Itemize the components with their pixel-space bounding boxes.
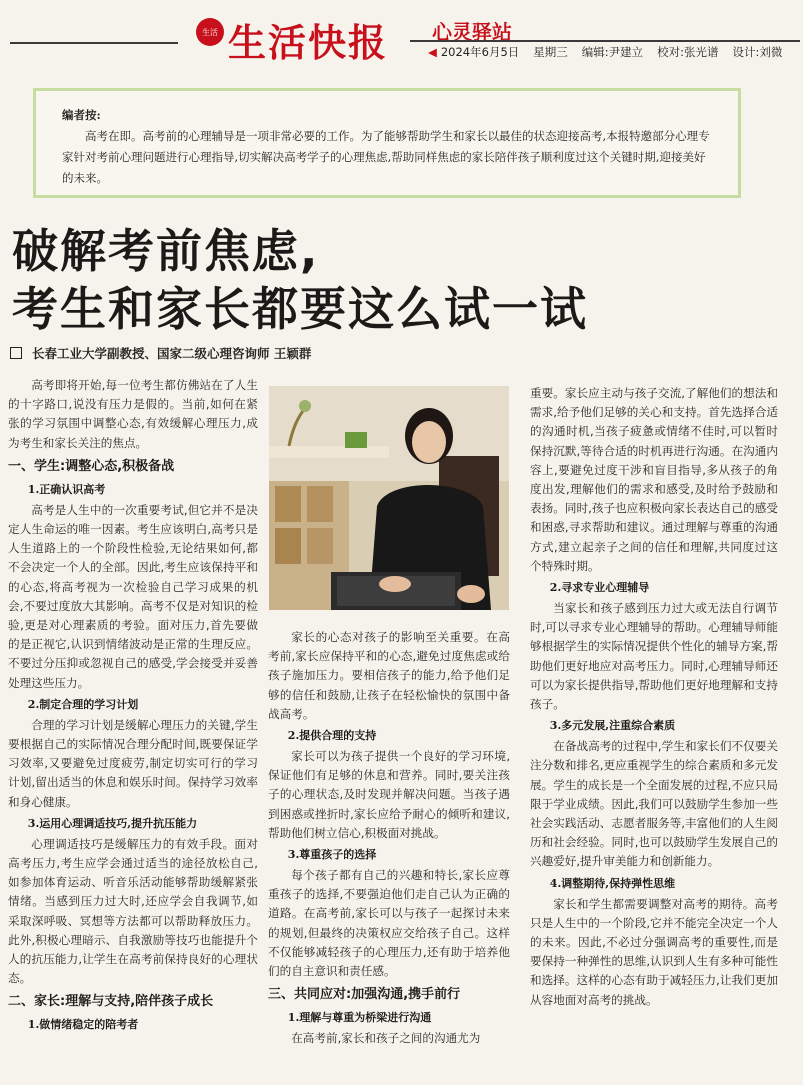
- masthead-rule-right: [410, 40, 800, 42]
- subsection-3-4-heading: 4.调整期待,保持弹性思维: [549, 876, 676, 890]
- subsection-1-1-text: 高考是人生中的一次重要考试,但它并不是决定人生命运的唯一因素。考生应该明白,高考只是人生道路上的一个阶段性检验,无论结果如何,都不会决定一个人的全部。因此,考生应该保持平和的心态,将高考视为一次检验自己学习成果的机会,不要过度放大其影响。高考不仅是对知识的检验,更是对心理素质的考验。面对压力,首先要做的是正视它,认识到情绪波动是正常的生理反应。不要过分压抑或忽视自己的感受,学会接受并妥善处理这些压力。: [8, 502, 258, 690]
- subsection-3-1-text: 在高考前,家长和孩子之间的沟通尤为: [291, 1031, 481, 1046]
- headline-line-1: 破解考前焦虑,: [12, 224, 320, 278]
- issue-date: 2024年6月5日: [440, 45, 520, 59]
- subsection-3-2-heading: 2.寻求专业心理辅导: [549, 581, 650, 595]
- section-3-heading: 三、共同应对:加强沟通,携手前行: [268, 987, 461, 1003]
- subsection-3-3-text: 在备战高考的过程中,学生和家长们不仅要关注分数和排名,更应重视学生的综合素质和多元发展。学生的成长是一个全面发展的过程,不应只局限于学业成绩。因此,我们可以鼓励学生参加一些社会实践活动、志愿者服务等,丰富他们的人生阅历和社会经验。同时,也可以鼓励学生发展自己的兴趣爱好,提升审美能力和创新能力。: [530, 739, 778, 869]
- subsection-1-3-heading: 3.运用心理调适技巧,提升抗压能力: [27, 816, 198, 830]
- paper-name: 生活快报: [228, 20, 389, 65]
- author-photo-image: [269, 386, 509, 610]
- subsection-1-1-heading: 1.正确认识高考: [27, 482, 106, 496]
- subsection-2-1-text: 家长的心态对孩子的影响至关重要。在高考前,家长应保持平和的心态,避免过度焦虑或给孩子施加压力。要相信孩子的能力,给予他们足够的信任和鼓励,让孩子在轻松愉快的氛围中备战高考。: [268, 630, 510, 721]
- byline: [10, 344, 311, 362]
- subsection-2-3-text: 每个孩子都有自己的兴趣和特长,家长应尊重孩子的选择,不要强迫他们走自己认为正确的道路。在高考前,家长可以与孩子一起探讨未来的规划,但最终的决策权应交给孩子自己。这样不仅能够减轻孩子的心理压力,还有助于培养他们的自主意识和责任感。: [268, 868, 510, 979]
- article-column-1: [8, 376, 258, 1036]
- subsection-3-1-continued: 重要。家长应主动与孩子交流,了解他们的想法和需求,给予他们足够的关心和支持。首先选择合适的沟通时机,当孩子疲惫或情绪不佳时,可以暂时保持沉默,等待合适的时机再进行沟通。在沟通内容上,要避免过度干涉和盲目指导,多从孩子的角度出发,理解他们的需求和感受,及时给予鼓励和表扬。同时,孩子也应积极向家长表达自己的感受和困惑,寻求帮助和建议。通过理解与尊重的沟通方式,建立起亲子之间的信任和理解,共同度过这个特殊时期。: [530, 386, 778, 573]
- issue-meta: [428, 44, 782, 60]
- subsection-1-2-text: 合理的学习计划是缓解心理压力的关键,学生要根据自己的实际情况合理分配时间,既要保证学习效率,又要避免过度疲劳,制定切实可行的学习计划,留出适当的休息和娱乐时间。保持学习效率和身心健康。: [8, 717, 258, 809]
- headline: [12, 222, 588, 338]
- section-1-heading: 一、学生:调整心态,积极备战: [8, 458, 175, 474]
- square-bullet-icon: [10, 347, 22, 359]
- subsection-3-4-text: 家长和学生都需要调整对高考的期待。高考只是人生中的一个阶段,它并不能完全决定一个人的未来。因此,不必过分强调高考的重要性,而是要保持一种弹性的思维,认识到人生有多种可能性和选择。这样的心态有助于减轻压力,让我们更加从容地面对高考的挑战。: [530, 896, 778, 1007]
- issue-weekday: 星期三: [533, 45, 568, 59]
- proofreader-credit: 校对:张光谱: [657, 45, 719, 59]
- section-2-heading: 二、家长:理解与支持,陪伴孩子成长: [8, 994, 214, 1010]
- byline-text: 长春工业大学副教授、国家二级心理咨询师 王颖群: [32, 346, 312, 361]
- paper-logo-icon: 生活: [196, 18, 224, 46]
- article-column-2: [268, 628, 510, 1048]
- article-column-3: [530, 384, 778, 1010]
- intro-paragraph: 高考即将开始,每一位考生都仿佛站在了人生的十字路口,说没有压力是假的。当前,如何在紧张的学习氛围中调整心态,有效缓解心理压力,成为考生和家长关注的焦点。: [8, 378, 258, 450]
- designer-credit: 设计:刘微: [732, 45, 783, 59]
- subsection-1-2-heading: 2.制定合理的学习计划: [27, 697, 139, 711]
- subsection-1-3-text: 心理调适技巧是缓解压力的有效手段。面对高考压力,考生应学会通过适当的途径放松自己,如参加体育运动、听音乐活动能够帮助缓解紧张情绪。当感到压力过大时,还应学会自我调节,如采取深呼吸、冥想等方法都可以帮助释放压力。此外,积极心理暗示、自我激励等技巧也能提升个人的抗压能力,让学生在高考前保持良好的心理状态。: [8, 836, 258, 986]
- masthead: [0, 0, 803, 70]
- author-photo: [269, 386, 509, 610]
- subsection-2-3-heading: 3.尊重孩子的选择: [287, 848, 377, 862]
- subsection-3-2-text: 当家长和孩子感到压力过大或无法自行调节时,可以寻求专业心理辅导的帮助。心理辅导师能够根据学生的实际情况提供个性化的辅导方案,帮助他们更好地应对高考压力。同时,心理辅导师还可以为家长提供指导,帮助他们更好地理解和支持孩子。: [530, 601, 778, 712]
- subsection-2-2-heading: 2.提供合理的支持: [287, 729, 377, 743]
- subsection-3-1-heading: 1.理解与尊重为桥梁进行沟通: [287, 1011, 432, 1025]
- column-name: 心灵驿站: [432, 20, 512, 44]
- arrow-left-icon: ◀: [428, 45, 437, 59]
- editor-note-label: 编者按:: [62, 108, 101, 122]
- editor-note: [33, 88, 741, 198]
- editor-credit: 编辑:尹建立: [581, 45, 644, 59]
- editor-note-text: 高考在即。高考前的心理辅导是一项非常必要的工作。为了能够帮助学生和家长以最佳的状态迎接高考,本报特邀部分心理专家针对考前心理问题进行心理指导,切实解决高考学子的心理焦虑,帮助同样焦虑的家长陪伴孩子顺利度过这个关键时期,迎接美好的未来。: [62, 129, 710, 185]
- subsection-2-1-heading: 1.做情绪稳定的陪考者: [27, 1018, 139, 1032]
- subsection-3-3-heading: 3.多元发展,注重综合素质: [549, 719, 676, 733]
- subsection-2-2-text: 家长可以为孩子提供一个良好的学习环境,保证他们有足够的休息和营养。同时,要关注孩子的心理状态,及时发现并解决问题。当孩子遇到困惑或挫折时,家长应给予耐心的倾听和建议,帮助他们树立信心,积极面对挑战。: [268, 749, 510, 840]
- headline-line-2: 考生和家长都要这么试一试: [12, 282, 588, 336]
- masthead-rule-left: [10, 42, 178, 44]
